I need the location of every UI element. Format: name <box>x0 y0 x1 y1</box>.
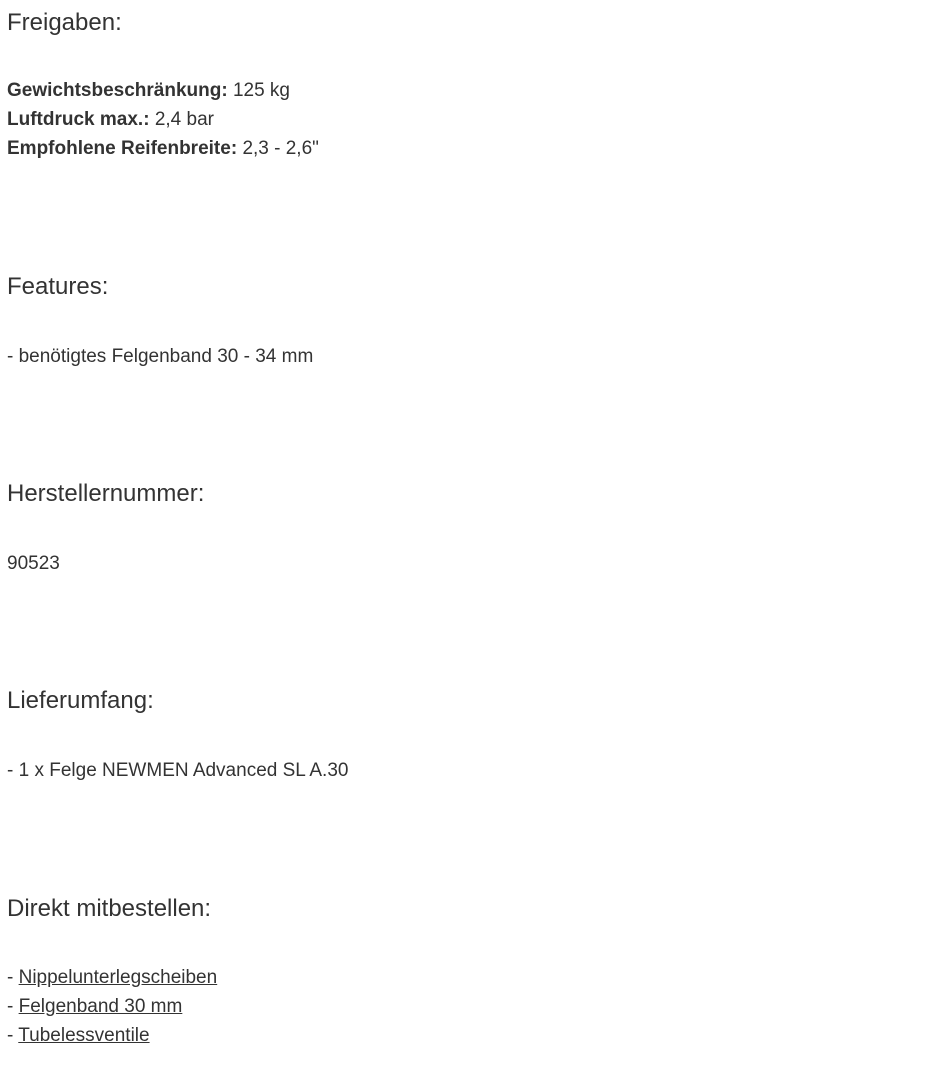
list-dash: - <box>7 996 19 1017</box>
list-dash: - <box>7 1025 19 1046</box>
spec-value: 2,3 - 2,6" <box>242 138 319 159</box>
section-heading-features: Features: <box>7 273 109 300</box>
section-heading-herstellernummer: Herstellernummer: <box>7 480 205 507</box>
spec-value: 2,4 bar <box>154 109 214 130</box>
link-felgenband[interactable]: Felgenband 30 mm <box>18 996 183 1017</box>
spec-row-max-pressure <box>7 105 319 134</box>
related-products-list <box>7 963 217 1050</box>
related-item <box>7 963 217 992</box>
list-item: - 1 x Felge NEWMEN Advanced SL A.30 <box>7 760 349 781</box>
list-dash: - <box>7 967 19 988</box>
spec-value: 125 kg <box>232 80 290 101</box>
section-heading-freigaben: Freigaben: <box>7 9 122 36</box>
scope-of-delivery-list <box>7 756 348 785</box>
section-heading-direkt-mitbestellen: Direkt mitbestellen: <box>7 895 212 922</box>
section-heading-lieferumfang: Lieferumfang: <box>7 687 154 714</box>
spec-row-weight-limit <box>7 76 319 105</box>
link-nippelunterlegscheiben[interactable]: Nippelunterlegscheiben <box>18 967 218 988</box>
spec-row-tire-width <box>7 134 319 163</box>
spec-list <box>7 76 319 163</box>
manufacturer-number: 90523 <box>7 553 60 574</box>
feature-list <box>7 342 313 371</box>
related-item <box>7 992 217 1021</box>
list-item: - benötigtes Felgenband 30 - 34 mm <box>7 346 314 367</box>
spec-label: Empfohlene Reifenbreite: <box>7 138 238 159</box>
spec-label: Luftdruck max.: <box>7 109 150 130</box>
spec-label: Gewichtsbeschränkung: <box>7 80 228 101</box>
link-tubelessventile[interactable]: Tubelessventile <box>18 1025 150 1046</box>
herstellernummer-body <box>7 549 60 578</box>
related-item <box>7 1021 217 1050</box>
